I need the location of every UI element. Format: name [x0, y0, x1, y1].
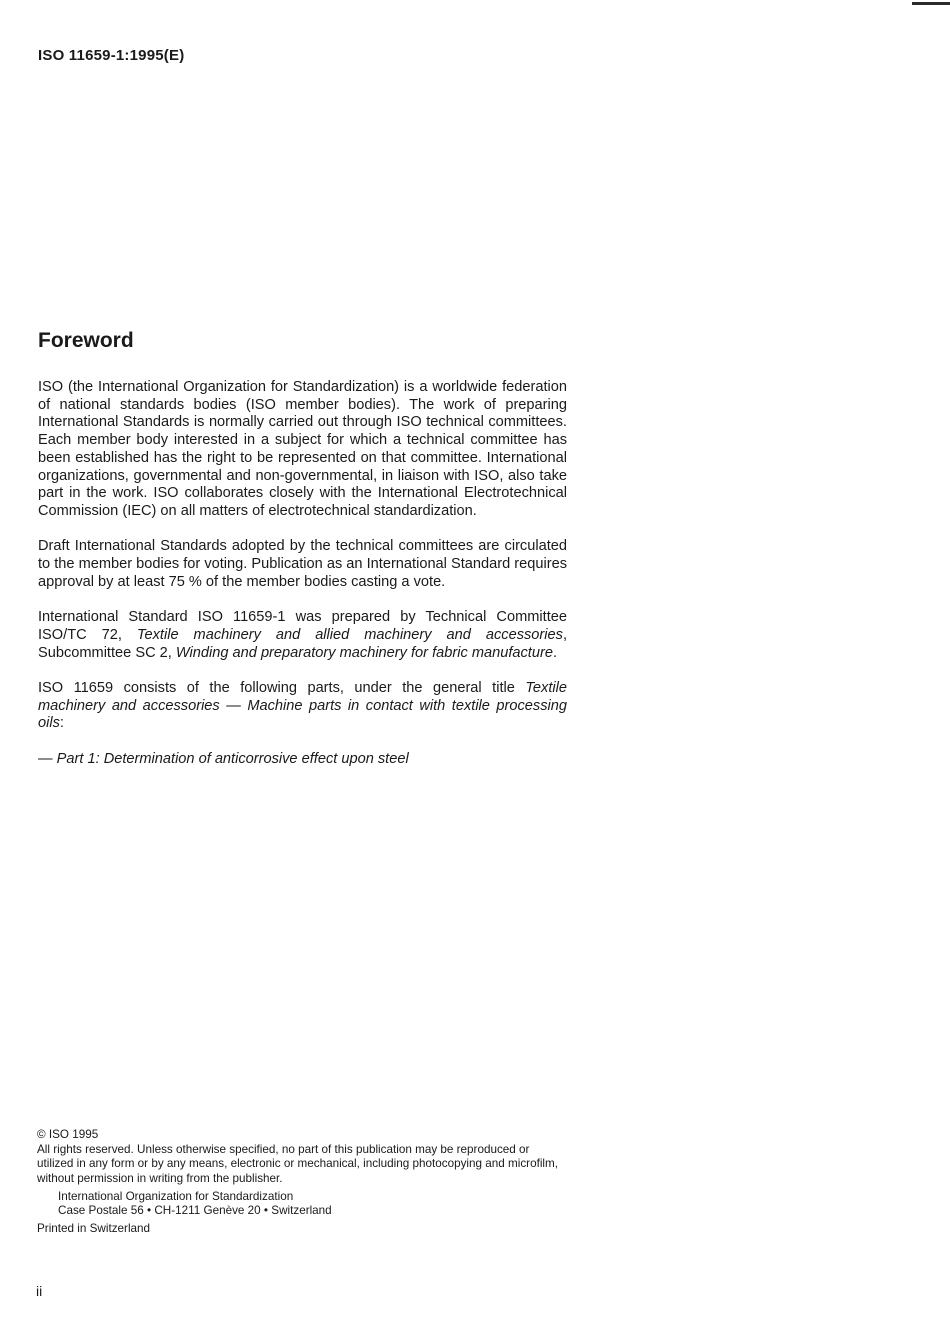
section-title: Foreword: [38, 329, 134, 352]
general-title: Textile machinery and accessories — Machine parts in contact with textile processing oils: [38, 679, 567, 732]
organization-name: International Organization for Standardization: [58, 1189, 294, 1203]
scan-edge-mark: [912, 2, 950, 5]
paragraph-draft-standards: Draft International Standards adopted by the technical committees are circulated to the member bodies for voting. Publication as an International Standard requires approval by at least 75 % of the member bodies casting a vote.: [38, 538, 567, 590]
preparation-suffix: .: [552, 644, 558, 661]
parts-intro-suffix: :: [59, 715, 64, 732]
page-number: ii: [36, 1283, 43, 1299]
technical-committee-title: Textile machinery and allied machinery and accessories: [136, 626, 563, 643]
publisher-address: [37, 1190, 567, 1218]
postal-address: Case Postale 56 • CH-1211 Genève 20 • Switzerland: [58, 1204, 332, 1218]
printed-location: Printed in Switzerland: [37, 1222, 151, 1236]
paragraph-preparation: [38, 609, 567, 662]
preparation-prefix: International Standard ISO 11659-1 was prepared by Technical Committee ISO/TC 72,: [38, 609, 567, 643]
document-identifier: ISO 11659-1:1995(E): [38, 47, 185, 64]
copyright-block: [37, 1128, 567, 1236]
preparation-middle: , Subcommittee SC 2,: [38, 626, 568, 661]
subcommittee-title: Winding and preparatory machinery for fabric manufacture: [175, 644, 553, 661]
paragraph-parts-intro: [38, 680, 567, 733]
paragraph-iso-description: ISO (the International Organization for Standardization) is a worldwide federation of national standards bodies (ISO member bodies). The work of preparing International Standards is normally carried out through ISO technical committees. Each member body interested in a subject for which a technical committee has been established has the right to be represented on that committee. International organizations, governmental and non-governmental, in liaison with ISO, also take part in the work. ISO collaborates closely with the International Electrotechnical Commission (IEC) on all matters of electrotechnical standardization.: [38, 379, 567, 519]
list-item-part-1: — Part 1: Determination of anticorrosive effect upon steel: [38, 750, 409, 767]
copyright-line: © ISO 1995: [37, 1128, 99, 1141]
rights-notice: All rights reserved. Unless otherwise specified, no part of this publication may be reproduced or utilized in any form or by any means, electronic or mechanical, including photocopying and microfilm, without permission in writing from the publisher.: [37, 1143, 558, 1185]
parts-intro-prefix: ISO 11659 consists of the following parts, under the general title: [38, 679, 526, 696]
foreword-body: [38, 379, 567, 786]
